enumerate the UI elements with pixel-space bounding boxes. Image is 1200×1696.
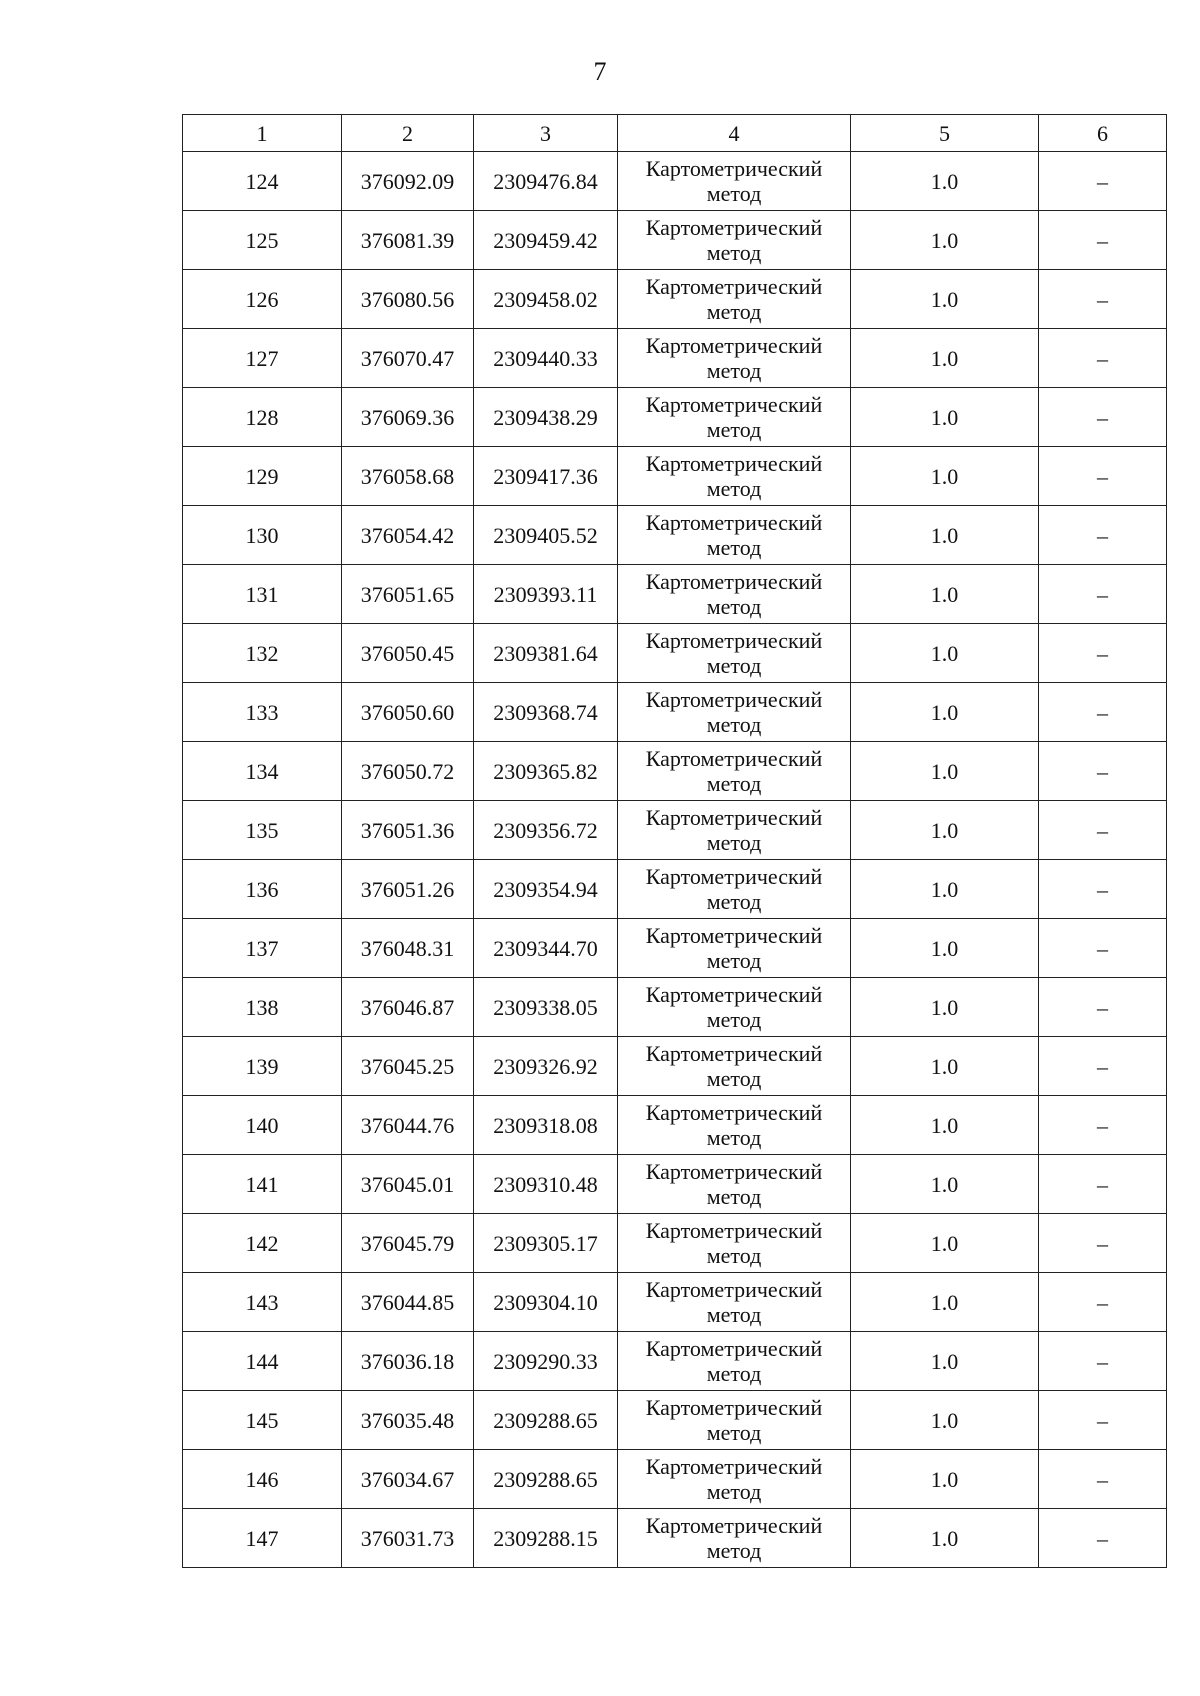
x-coordinate-cell: 376080.56: [342, 270, 474, 329]
note-cell: –: [1039, 683, 1167, 742]
table-header: [183, 115, 1167, 152]
point-number-cell: 126: [183, 270, 342, 329]
accuracy-cell: 1.0: [851, 624, 1039, 683]
x-coordinate-cell: 376081.39: [342, 211, 474, 270]
y-coordinate-cell: 2309459.42: [474, 211, 618, 270]
column-header: 3: [474, 115, 618, 152]
point-number-cell: 129: [183, 447, 342, 506]
point-number-cell: 131: [183, 565, 342, 624]
x-coordinate-cell: 376051.36: [342, 801, 474, 860]
point-number-cell: 132: [183, 624, 342, 683]
table-row: [183, 624, 1167, 683]
accuracy-cell: 1.0: [851, 565, 1039, 624]
method-cell: Картометрический метод: [618, 329, 851, 388]
note-cell: –: [1039, 506, 1167, 565]
accuracy-cell: 1.0: [851, 742, 1039, 801]
point-number-cell: 142: [183, 1214, 342, 1273]
accuracy-cell: 1.0: [851, 919, 1039, 978]
table-row: [183, 1391, 1167, 1450]
x-coordinate-cell: 376046.87: [342, 978, 474, 1037]
column-header: 6: [1039, 115, 1167, 152]
x-coordinate-cell: 376045.25: [342, 1037, 474, 1096]
method-cell: Картометрический метод: [618, 1096, 851, 1155]
y-coordinate-cell: 2309310.48: [474, 1155, 618, 1214]
note-cell: –: [1039, 1509, 1167, 1568]
method-cell: Картометрический метод: [618, 565, 851, 624]
accuracy-cell: 1.0: [851, 1037, 1039, 1096]
x-coordinate-cell: 376035.48: [342, 1391, 474, 1450]
y-coordinate-cell: 2309368.74: [474, 683, 618, 742]
accuracy-cell: 1.0: [851, 683, 1039, 742]
x-coordinate-cell: 376050.60: [342, 683, 474, 742]
table-row: [183, 388, 1167, 447]
page-number: 7: [593, 57, 607, 86]
accuracy-cell: 1.0: [851, 388, 1039, 447]
point-number-cell: 137: [183, 919, 342, 978]
point-number-cell: 144: [183, 1332, 342, 1391]
note-cell: –: [1039, 565, 1167, 624]
method-cell: Картометрический метод: [618, 1332, 851, 1391]
note-cell: –: [1039, 329, 1167, 388]
y-coordinate-cell: 2309417.36: [474, 447, 618, 506]
point-number-cell: 145: [183, 1391, 342, 1450]
point-number-cell: 138: [183, 978, 342, 1037]
accuracy-cell: 1.0: [851, 1450, 1039, 1509]
table-row: [183, 1509, 1167, 1568]
point-number-cell: 135: [183, 801, 342, 860]
accuracy-cell: 1.0: [851, 270, 1039, 329]
table-row: [183, 860, 1167, 919]
note-cell: –: [1039, 1037, 1167, 1096]
note-cell: –: [1039, 447, 1167, 506]
point-number-cell: 147: [183, 1509, 342, 1568]
accuracy-cell: 1.0: [851, 506, 1039, 565]
note-cell: –: [1039, 152, 1167, 211]
table-row: [183, 683, 1167, 742]
point-number-cell: 146: [183, 1450, 342, 1509]
note-cell: –: [1039, 1096, 1167, 1155]
y-coordinate-cell: 2309344.70: [474, 919, 618, 978]
x-coordinate-cell: 376050.45: [342, 624, 474, 683]
point-number-cell: 124: [183, 152, 342, 211]
table-row: [183, 565, 1167, 624]
column-header: 4: [618, 115, 851, 152]
method-cell: Картометрический метод: [618, 211, 851, 270]
method-cell: Картометрический метод: [618, 742, 851, 801]
note-cell: –: [1039, 1450, 1167, 1509]
note-cell: –: [1039, 624, 1167, 683]
y-coordinate-cell: 2309288.15: [474, 1509, 618, 1568]
accuracy-cell: 1.0: [851, 978, 1039, 1037]
note-cell: –: [1039, 1332, 1167, 1391]
y-coordinate-cell: 2309318.08: [474, 1096, 618, 1155]
coordinates-table: [182, 114, 1167, 1568]
method-cell: Картометрический метод: [618, 1155, 851, 1214]
method-cell: Картометрический метод: [618, 624, 851, 683]
accuracy-cell: 1.0: [851, 329, 1039, 388]
table-row: [183, 329, 1167, 388]
note-cell: –: [1039, 270, 1167, 329]
y-coordinate-cell: 2309356.72: [474, 801, 618, 860]
point-number-cell: 143: [183, 1273, 342, 1332]
note-cell: –: [1039, 1155, 1167, 1214]
accuracy-cell: 1.0: [851, 860, 1039, 919]
accuracy-cell: 1.0: [851, 801, 1039, 860]
y-coordinate-cell: 2309304.10: [474, 1273, 618, 1332]
x-coordinate-cell: 376092.09: [342, 152, 474, 211]
method-cell: Картометрический метод: [618, 447, 851, 506]
note-cell: –: [1039, 211, 1167, 270]
method-cell: Картометрический метод: [618, 683, 851, 742]
accuracy-cell: 1.0: [851, 211, 1039, 270]
method-cell: Картометрический метод: [618, 1037, 851, 1096]
accuracy-cell: 1.0: [851, 1391, 1039, 1450]
table-row: [183, 447, 1167, 506]
x-coordinate-cell: 376045.79: [342, 1214, 474, 1273]
table-row: [183, 211, 1167, 270]
column-header: 1: [183, 115, 342, 152]
note-cell: –: [1039, 1273, 1167, 1332]
method-cell: Картометрический метод: [618, 1450, 851, 1509]
x-coordinate-cell: 376048.31: [342, 919, 474, 978]
accuracy-cell: 1.0: [851, 1509, 1039, 1568]
note-cell: –: [1039, 801, 1167, 860]
point-number-cell: 141: [183, 1155, 342, 1214]
header-row: [183, 115, 1167, 152]
note-cell: –: [1039, 1214, 1167, 1273]
x-coordinate-cell: 376069.36: [342, 388, 474, 447]
x-coordinate-cell: 376045.01: [342, 1155, 474, 1214]
method-cell: Картометрический метод: [618, 270, 851, 329]
y-coordinate-cell: 2309326.92: [474, 1037, 618, 1096]
y-coordinate-cell: 2309288.65: [474, 1450, 618, 1509]
accuracy-cell: 1.0: [851, 1332, 1039, 1391]
y-coordinate-cell: 2309458.02: [474, 270, 618, 329]
accuracy-cell: 1.0: [851, 1096, 1039, 1155]
x-coordinate-cell: 376051.65: [342, 565, 474, 624]
y-coordinate-cell: 2309381.64: [474, 624, 618, 683]
method-cell: Картометрический метод: [618, 1391, 851, 1450]
note-cell: –: [1039, 919, 1167, 978]
table-body: [183, 152, 1167, 1568]
table-row: [183, 742, 1167, 801]
column-header: 2: [342, 115, 474, 152]
method-cell: Картометрический метод: [618, 1214, 851, 1273]
note-cell: –: [1039, 742, 1167, 801]
y-coordinate-cell: 2309288.65: [474, 1391, 618, 1450]
note-cell: –: [1039, 388, 1167, 447]
method-cell: Картометрический метод: [618, 388, 851, 447]
method-cell: Картометрический метод: [618, 860, 851, 919]
table-row: [183, 1450, 1167, 1509]
table-row: [183, 1155, 1167, 1214]
y-coordinate-cell: 2309438.29: [474, 388, 618, 447]
method-cell: Картометрический метод: [618, 506, 851, 565]
accuracy-cell: 1.0: [851, 1214, 1039, 1273]
y-coordinate-cell: 2309365.82: [474, 742, 618, 801]
accuracy-cell: 1.0: [851, 152, 1039, 211]
table-row: [183, 919, 1167, 978]
point-number-cell: 125: [183, 211, 342, 270]
point-number-cell: 128: [183, 388, 342, 447]
point-number-cell: 139: [183, 1037, 342, 1096]
method-cell: Картометрический метод: [618, 978, 851, 1037]
x-coordinate-cell: 376051.26: [342, 860, 474, 919]
y-coordinate-cell: 2309290.33: [474, 1332, 618, 1391]
method-cell: Картометрический метод: [618, 152, 851, 211]
x-coordinate-cell: 376058.68: [342, 447, 474, 506]
y-coordinate-cell: 2309354.94: [474, 860, 618, 919]
point-number-cell: 130: [183, 506, 342, 565]
point-number-cell: 127: [183, 329, 342, 388]
point-number-cell: 134: [183, 742, 342, 801]
y-coordinate-cell: 2309393.11: [474, 565, 618, 624]
table-row: [183, 1037, 1167, 1096]
y-coordinate-cell: 2309405.52: [474, 506, 618, 565]
table-row: [183, 978, 1167, 1037]
accuracy-cell: 1.0: [851, 1273, 1039, 1332]
table-row: [183, 801, 1167, 860]
note-cell: –: [1039, 978, 1167, 1037]
point-number-cell: 133: [183, 683, 342, 742]
x-coordinate-cell: 376044.76: [342, 1096, 474, 1155]
method-cell: Картометрический метод: [618, 801, 851, 860]
x-coordinate-cell: 376044.85: [342, 1273, 474, 1332]
table-row: [183, 270, 1167, 329]
accuracy-cell: 1.0: [851, 1155, 1039, 1214]
x-coordinate-cell: 376031.73: [342, 1509, 474, 1568]
y-coordinate-cell: 2309305.17: [474, 1214, 618, 1273]
x-coordinate-cell: 376070.47: [342, 329, 474, 388]
table-row: [183, 1273, 1167, 1332]
table-row: [183, 1096, 1167, 1155]
method-cell: Картометрический метод: [618, 919, 851, 978]
point-number-cell: 136: [183, 860, 342, 919]
x-coordinate-cell: 376034.67: [342, 1450, 474, 1509]
table-row: [183, 152, 1167, 211]
method-cell: Картометрический метод: [618, 1273, 851, 1332]
column-header: 5: [851, 115, 1039, 152]
table-row: [183, 1214, 1167, 1273]
x-coordinate-cell: 376036.18: [342, 1332, 474, 1391]
method-cell: Картометрический метод: [618, 1509, 851, 1568]
note-cell: –: [1039, 860, 1167, 919]
table-row: [183, 506, 1167, 565]
x-coordinate-cell: 376050.72: [342, 742, 474, 801]
x-coordinate-cell: 376054.42: [342, 506, 474, 565]
table-row: [183, 1332, 1167, 1391]
y-coordinate-cell: 2309476.84: [474, 152, 618, 211]
point-number-cell: 140: [183, 1096, 342, 1155]
y-coordinate-cell: 2309338.05: [474, 978, 618, 1037]
y-coordinate-cell: 2309440.33: [474, 329, 618, 388]
note-cell: –: [1039, 1391, 1167, 1450]
accuracy-cell: 1.0: [851, 447, 1039, 506]
